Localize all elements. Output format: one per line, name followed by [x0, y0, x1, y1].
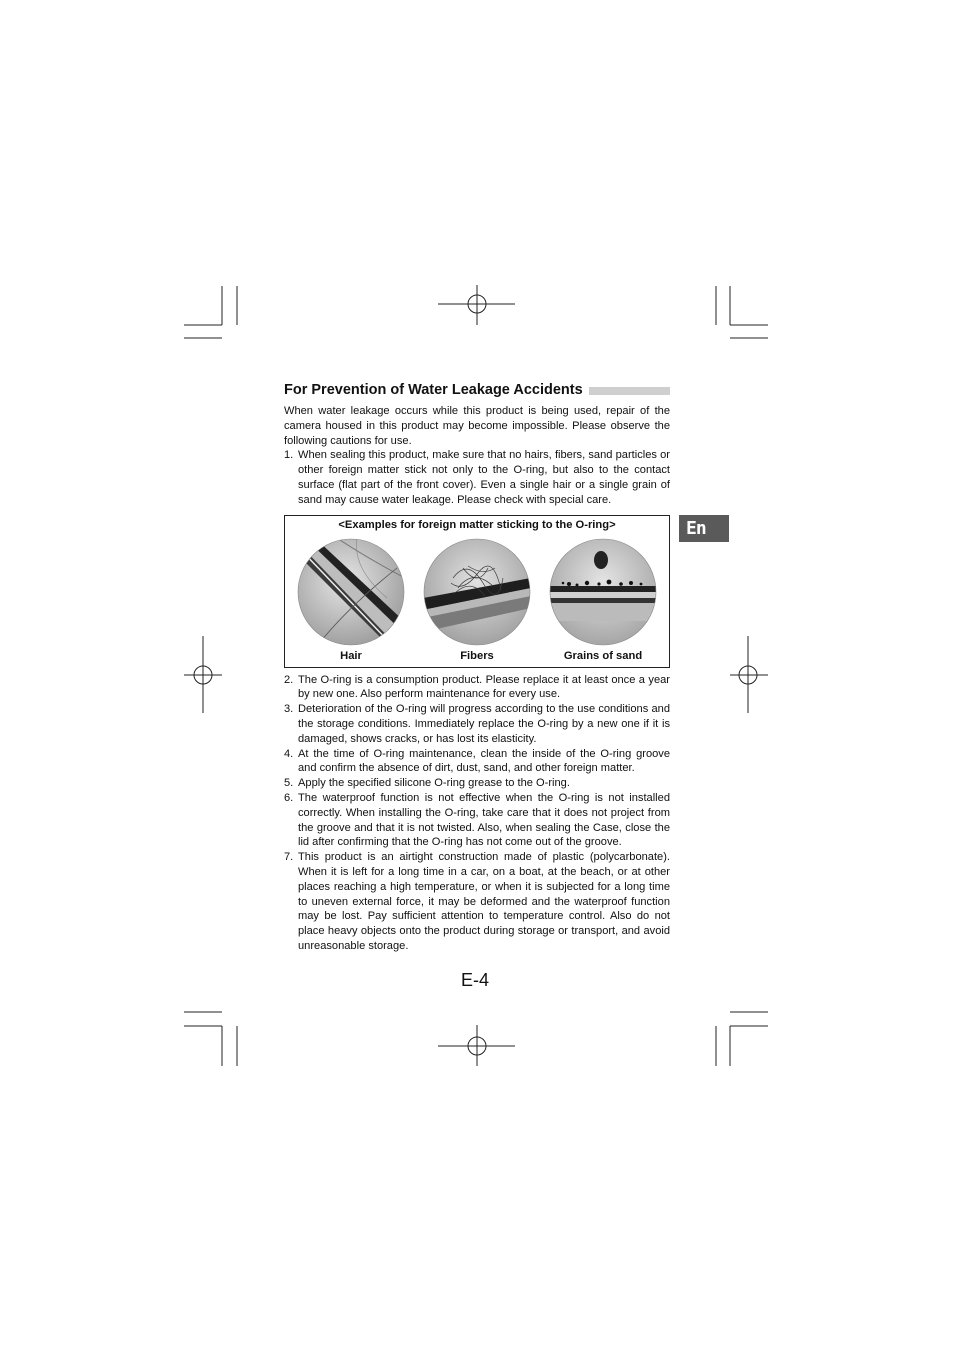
caution-item-4	[284, 747, 670, 777]
caution-number: 7.	[284, 851, 294, 864]
fibers-photo	[423, 538, 531, 646]
cautions-list-top	[284, 448, 670, 507]
caution-text: Deterioration of the O-ring will progress according to the use conditions and the storage conditions. Immediately replace the O-ring by a new one if it is damaged, shows cracks, or has lost its elasticity.	[298, 703, 670, 745]
photo-row	[285, 532, 669, 663]
hair-photo	[297, 538, 405, 646]
caution-number: 5.	[284, 777, 294, 790]
caution-number: 1.	[284, 449, 294, 462]
intro-paragraph: When water leakage occurs while this product is being used, repair of the camera housed in this product may become impossible. Please observe the following cautions for use.	[284, 405, 670, 447]
caution-number: 3.	[284, 703, 294, 716]
examples-title: <Examples for foreign matter sticking to the O-ring>	[338, 518, 616, 531]
hair-label: Hair	[340, 649, 362, 662]
page-number: E-4	[461, 970, 490, 990]
caution-item-7	[284, 850, 670, 954]
caution-text: This product is an airtight construction made of plastic (polycarbonate). When it is left for a long time in a car, on a boat, at the beach, or at other places reaching a high temperature, or when it is subjected for a long time to uneven external force, it may be deformed and the waterproof function may be lost. Pay sufficient attention to temperature control. Also do not place heavy objects onto the product during storage or transport, and avoid unreasonable storage.	[298, 851, 670, 952]
caution-number: 4.	[284, 747, 294, 760]
examples-box	[284, 515, 670, 668]
fibers-label: Fibers	[460, 649, 494, 662]
language-tab: En	[679, 515, 729, 542]
main-content	[284, 381, 670, 954]
fibers-example	[423, 538, 531, 663]
caution-text: At the time of O-ring maintenance, clean the inside of the O-ring groove and confirm the absence of dirt, dust, sand, and other foreign matter.	[298, 747, 670, 775]
heading-rule	[589, 387, 670, 395]
caution-item-1	[284, 448, 670, 507]
caution-number: 6.	[284, 791, 294, 804]
sand-photo	[549, 538, 657, 646]
section-title: For Prevention of Water Leakage Accidents	[284, 382, 583, 398]
sand-label: Grains of sand	[563, 649, 643, 662]
caution-text: When sealing this product, make sure that no hairs, fibers, sand particles or other foreign matter stick not only to the O-ring, but also to the contact surface (flat part of the front cover). Even a single hair or a single grain of sand may cause water leakage. Please check with special care.	[298, 449, 670, 506]
cautions-list-bottom	[284, 673, 670, 954]
caution-number: 2.	[284, 673, 294, 686]
section-heading	[284, 381, 670, 399]
caution-item-2	[284, 673, 670, 703]
caution-item-5	[284, 776, 670, 791]
caution-text: The O-ring is a consumption product. Please replace it at least once a year by new one. Also perform maintenance for every use.	[298, 673, 670, 701]
hair-example	[297, 538, 405, 663]
caution-text: Apply the specified silicone O-ring grease to the O-ring.	[298, 777, 570, 790]
caution-item-6	[284, 791, 670, 850]
caution-item-3	[284, 702, 670, 746]
sand-example	[549, 538, 657, 663]
caution-text: The waterproof function is not effective when the O-ring is not installed correctly. When installing the O-ring, take care that it does not project from the groove and that it is not twisted. Also, when sealing the Case, close the lid after confirming that the O-ring has not come out of the groove.	[298, 791, 670, 849]
